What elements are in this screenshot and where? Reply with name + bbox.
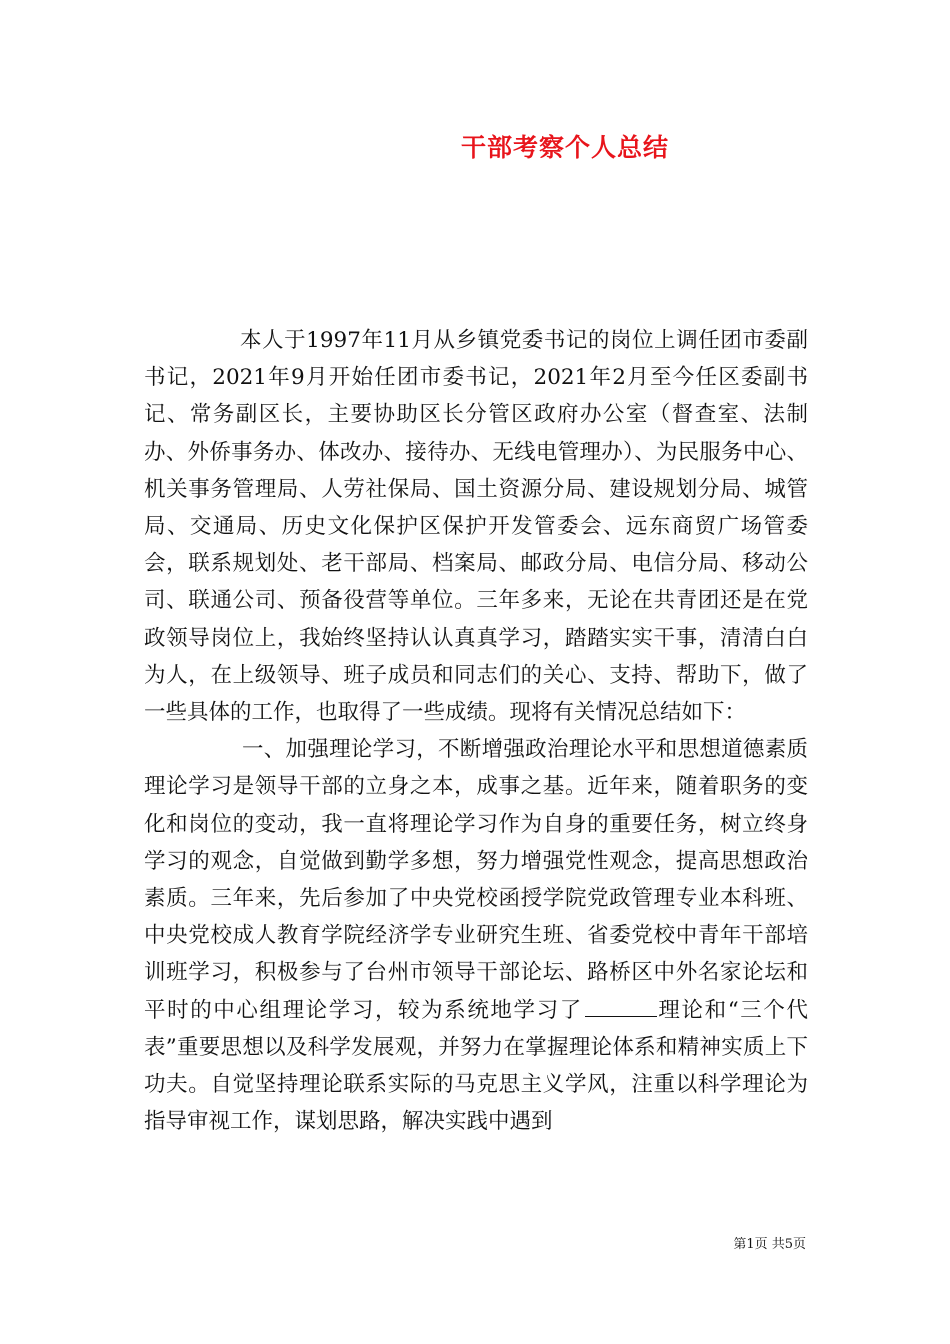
paragraph-theory-study (144, 731, 808, 1140)
document-title: 干部考察个人总结 (460, 133, 669, 162)
paragraph-theory-study-text: 一、加强理论学习，不断增强政治理论水平和思想道德素质理论学习是领导干部的立身之本，成事之基。近年来，随着职务的变化和岗位的变动，我一直将理论学习作为自身的重要任务，树立终身学习的观念，自觉做到勤学多想，努力增强党性观念，提高思想政治素质。三年来，先后参加了中央党校函授学院党政管理专业本科班、中央党校成人教育学院经济学专业研究生班、省委党校中青年干部培训班学习，积极参与了台州市领导干部论坛、路桥区中外名家论坛和平时的中心组理论学习，较为系统地学习了 (144, 737, 808, 1023)
page-footer: 第1页 共5页 (733, 1237, 806, 1252)
paragraph-theory-study-continued: 理论和“三个代表”重要思想以及科学发展观，并努力在掌握理论体系和精神实质上下功夫。自觉坚持理论联系实际的马克思主义学风，注重以科学理论为指导审视工作，谋划思路，解决实践中遇到 (144, 997, 808, 1135)
blank-underline (585, 996, 657, 1017)
document-body (144, 322, 808, 1140)
paragraph-intro: 本人于1997年11月从乡镇党委书记的岗位上调任团市委副书记，2021年9月开始任团市委书记，2021年2月至今任区委副书记、常务副区长，主要协助区长分管区政府办公室（督查室、法制办、外侨事务办、体改办、接待办、无线电管理办）、为民服务中心、机关事务管理局、人劳社保局、国土资源分局、建设规划分局、城管局、交通局、历史文化保护区保护开发管委会、远东商贸广场管委会，联系规划处、老干部局、档案局、邮政分局、电信分局、移动公司、联通公司、预备役营等单位。三年多来，无论在共青团还是在党政领导岗位上，我始终坚持认认真真学习，踏踏实实干事，清清白白为人，在上级领导、班子成员和同志们的关心、支持、帮助下，做了一些具体的工作，也取得了一些成绩。现将有关情况总结如下： (144, 328, 808, 726)
